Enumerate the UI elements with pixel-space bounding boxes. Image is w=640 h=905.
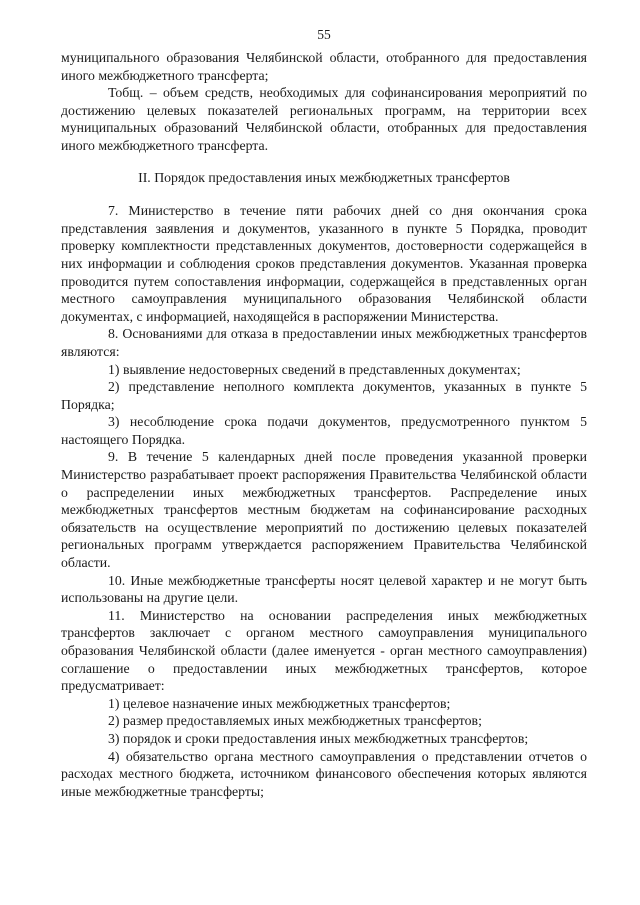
paragraph-item-9: 9. В течение 5 календарных дней после проведения указанной проверки Министерство разрабатывает проект распоряжения Правительства Челябинской области о распределении иных межбюджетных трансфертов. Распределение иных межбюджетных трансфертов местным бюджетам на софинансирование расходных обязательств на осуществление мероприятий по достижению целевых показателей региональных программ утверждается распоряжением Правительства Челябинской области. [61,449,587,571]
paragraph-tobsch-definition: Тобщ. – объем средств, необходимых для софинансирования мероприятий по достижению целевых показателей региональных программ, на территории всех муниципальных образований Челябинской области, отобранных для предоставления иного межбюджетного трансферта. [61,85,587,153]
paragraph-continuation: муниципального образования Челябинской области, отобранного для предоставления иного межбюджетного трансферта; [61,50,587,83]
paragraph-item-8-2: 2) представление неполного комплекта документов, указанных в пункте 5 Порядка; [61,379,587,412]
paragraph-item-11-2: 2) размер предоставляемых иных межбюджетных трансфертов; [108,713,482,729]
paragraph-item-11-4: 4) обязательство органа местного самоуправления о представлении отчетов о расходах местного бюджета, источником финансового обеспечения которых являются иные межбюджетные трансферты; [61,748,587,799]
paragraph-item-8-3: 3) несоблюдение срока подачи документов, предусмотренного пунктом 5 настоящего Порядка. [61,414,587,447]
paragraph-item-8-1: 1) выявление недостоверных сведений в представленных документах; [108,361,521,377]
paragraph-item-7: 7. Министерство в течение пяти рабочих дней со дня окончания срока представления заявления и документов, указанного в пункте 5 Порядка, проводит проверку комплектности представленных документов, достоверности содержащейся в них информации и соблюдения сроков представления документов. Указанная проверка проводится путем сопоставления информации, содержащейся в представленных орган местного самоуправления муниципального образования Челябинской области документах, с информацией, находящейся в распоряжении Министерства. [61,203,587,324]
section-heading: II. Порядок предоставления иных межбюджетных трансфертов [138,169,510,185]
page-number: 55 [317,27,331,42]
paragraph-item-10: 10. Иные межбюджетные трансферты носят целевой характер и не могут быть использованы на другие цели. [61,572,587,606]
paragraph-item-11-3: 3) порядок и сроки предоставления иных межбюджетных трансфертов; [108,730,529,746]
paragraph-item-11: 11. Министерство на основании распределения иных межбюджетных трансфертов заключает с органом местного самоуправления муниципального образования Челябинской области (далее именуется - орган местного самоуправления) соглашение о предоставлении иных межбюджетных трансфертов, которое предусматривает: [61,607,587,694]
paragraph-item-11-1: 1) целевое назначение иных межбюджетных трансфертов; [108,695,451,711]
paragraph-item-8: 8. Основаниями для отказа в предоставлении иных межбюджетных трансфертов являются: [61,326,587,359]
